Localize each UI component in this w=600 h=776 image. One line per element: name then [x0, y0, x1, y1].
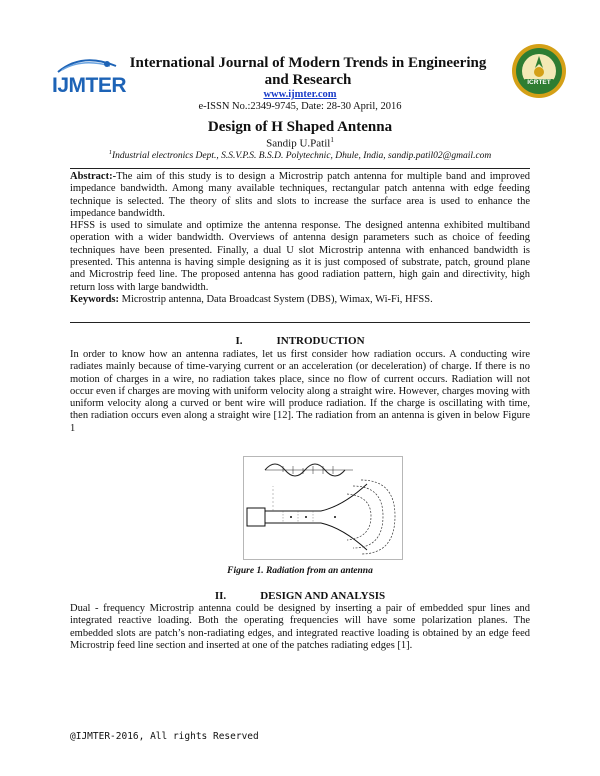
- section-2-title: DESIGN AND ANALYSIS: [260, 590, 386, 602]
- ijmter-logo-text: IJMTER: [52, 74, 127, 97]
- figure-1-caption: Figure 1. Radiation from an antenna: [227, 566, 373, 576]
- affiliation-superscript: 1: [108, 149, 112, 156]
- section-2-number: II.: [214, 590, 227, 602]
- icrtet-seal-text: ICRTET: [527, 79, 551, 86]
- abstract-label: Abstract:-: [70, 171, 117, 182]
- figure-1-radiation-diagram: [243, 456, 403, 560]
- abstract-block: [70, 171, 530, 306]
- section-1-heading: [70, 335, 530, 347]
- author-superscript: 1: [330, 136, 334, 144]
- issn-date-line: e-ISSN No.:2349-9745, Date: 28-30 April, 2016: [198, 101, 402, 112]
- journal-title: International Journal of Modern Trends in Engineering and Research: [129, 55, 487, 88]
- author-name: Sandip U.Patil: [266, 137, 331, 150]
- radiation-diagram-graphic: [243, 456, 403, 560]
- journal-website-line: [0, 89, 600, 100]
- section-1-title: INTRODUCTION: [276, 335, 365, 347]
- section-1-body: In order to know how an antenna radiates, let us first consider how radiation occurs. A conducting wire radiates mainly because of time-varying current or an acceleration (or deceleration) of charge. If there is no motion of charges in a wire, no radiation takes place, since no flow of current occurs. Radiation will not occur even if charges are moving with uniform velocity along a straight wire. However, charges moving with uniform velocity along a curved or bent wire will produce radiation. If the charge is oscillating with time, then radiation occurs even along a straight wire [12]. The radiation from an antenna is given in below Figure 1: [70, 349, 530, 434]
- section-1-number: I.: [235, 335, 243, 347]
- affiliation-line: [0, 149, 600, 161]
- abstract-bottom-rule: [70, 322, 530, 323]
- section-2-body: Dual - frequency Microstrip antenna could be designed by inserting a pair of embedded spur lines and integrated reactive loading. Both the operating frequencies will have some polarization planes. The embedded slots are patch’s non-radiating edges, and integrated reactive loading is obtained by an edge feed Microstrip feed line section and inserted at one of the patches radiating edges [1].: [70, 603, 530, 651]
- keywords-text: Microstrip antenna, Data Broadcast System (DBS), Wimax, Wi-Fi, HFSS.: [119, 293, 433, 305]
- abstract-top-rule: [70, 168, 530, 169]
- page-footer: @IJMTER-2016, All rights Reserved: [70, 731, 259, 742]
- section-2-heading: [70, 590, 530, 602]
- abstract-paragraph-1: [70, 171, 530, 220]
- author-line: [0, 136, 600, 150]
- journal-website-link[interactable]: www.ijmter.com: [263, 89, 337, 100]
- keywords-paragraph: [70, 294, 530, 306]
- abstract-text-1: The aim of this study is to design a Microstrip patch antenna for multiple band and improved impedance bandwidth. Among many available techniques, rectangular patch antenna with edge feeding technique is selected. The theory of slits and slots to increase the surface area is used to enhance the impedance bandwidth.: [70, 171, 530, 219]
- paper-title: Design of H Shaped Antenna: [207, 119, 393, 135]
- keywords-label: Keywords:: [70, 293, 119, 305]
- affiliation-text: Industrial electronics Dept., S.S.V.P.S. B.S.D. Polytechnic, Dhule, India, sandip.patil02@gmail.com: [111, 151, 492, 162]
- abstract-paragraph-2: HFSS is used to simulate and optimize the antenna response. The designed antenna exhibited multiband operation with a wider bandwidth. Overviews of antenna design parameters such as choice of feeding techniques have been presented. Finally, a dual U slot Microstrip antenna with enhanced bandwidth is presented. This antenna is having simple designing as it is just composed of substrate, patch, ground plane and Microstrip feed line. The proposed antenna has good radiation pattern, high gain and directivity, high return loss with large bandwidth.: [70, 220, 530, 293]
